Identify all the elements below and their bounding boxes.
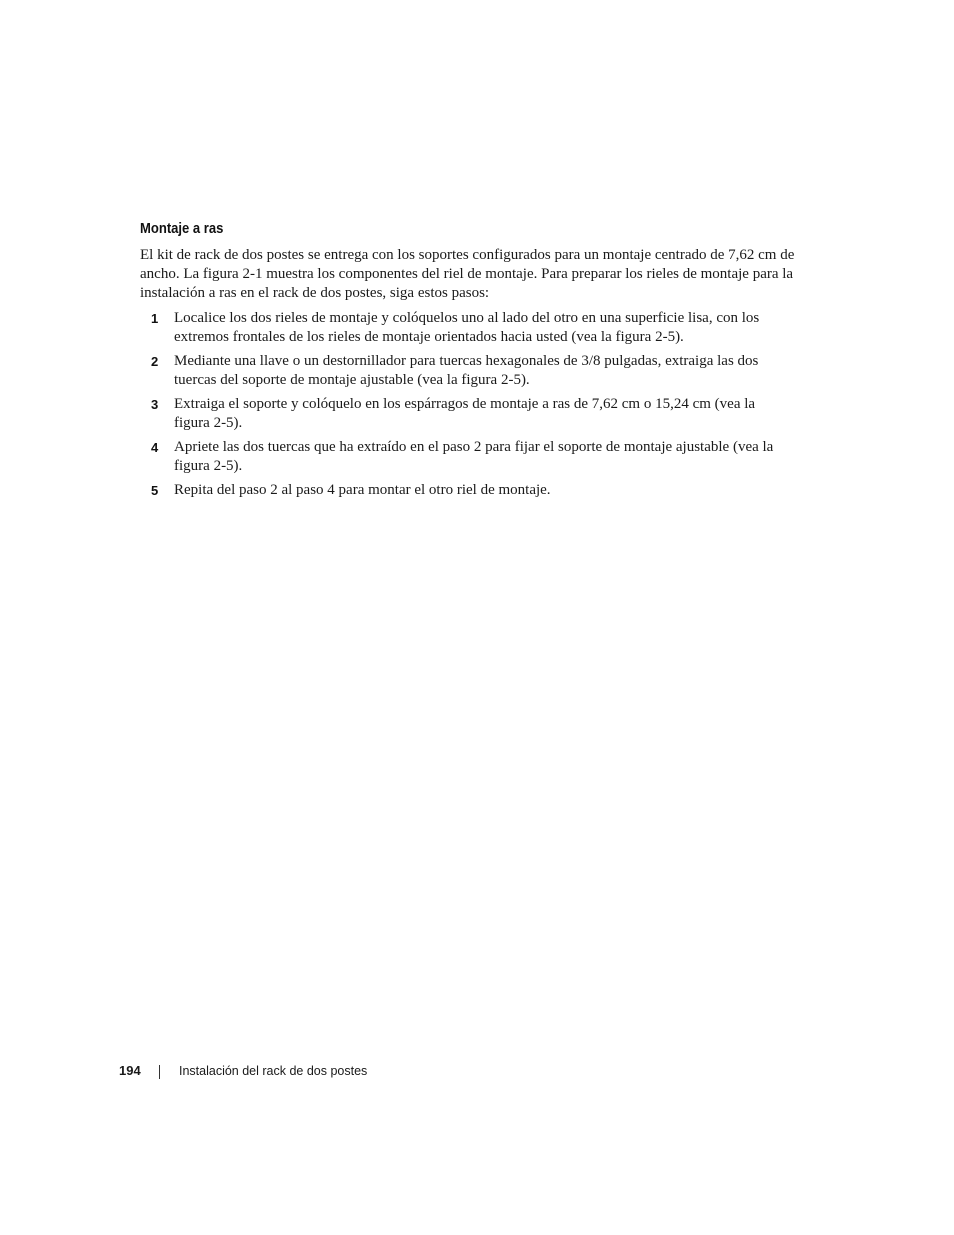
step-number: 1 [151,311,159,326]
step-text: Apriete las dos tuercas que ha extraído en el paso 2 para fijar el soporte de montaje ajustable (vea la figura 2-5). [174,439,774,474]
step-number: 3 [151,397,159,412]
step-number: 5 [151,483,159,498]
step-item [140,438,820,475]
step-text: Repita del paso 2 al paso 4 para montar el otro riel de montaje. [174,482,551,498]
step-text: Mediante una llave o un destornillador para tuercas hexagonales de 3/8 pulgadas, extraiga las dos tuercas del soporte de montaje ajustable (vea la figura 2-5). [174,353,759,388]
running-title: Instalación del rack de dos postes [179,1064,368,1078]
page-number: 194 [119,1063,141,1078]
step-item [140,481,820,500]
step-text: Localice los dos rieles de montaje y colóquelos uno al lado del otro en una superficie lisa, con los extremos frontales de los rieles de montaje orientados hacia usted (vea la figura 2-5). [174,310,760,345]
step-number: 2 [151,354,159,369]
footer-divider [159,1065,160,1079]
steps-list [140,309,820,506]
step-item [140,309,820,346]
step-item [140,352,820,389]
step-item [140,395,820,432]
step-text: Extraiga el soporte y colóquelo en los espárragos de montaje a ras de 7,62 cm o 15,24 cm (vea la figura 2-5). [174,396,756,431]
step-number: 4 [151,440,159,455]
section-heading: Montaje a ras [140,221,224,237]
intro-paragraph: El kit de rack de dos postes se entrega con los soportes configurados para un montaje centrado de 7,62 cm de ancho. La figura 2-1 muestra los componentes del riel de montaje. Para preparar los rieles de montaje para la instalación a ras en el rack de dos postes, siga estos pasos: [140,247,795,301]
